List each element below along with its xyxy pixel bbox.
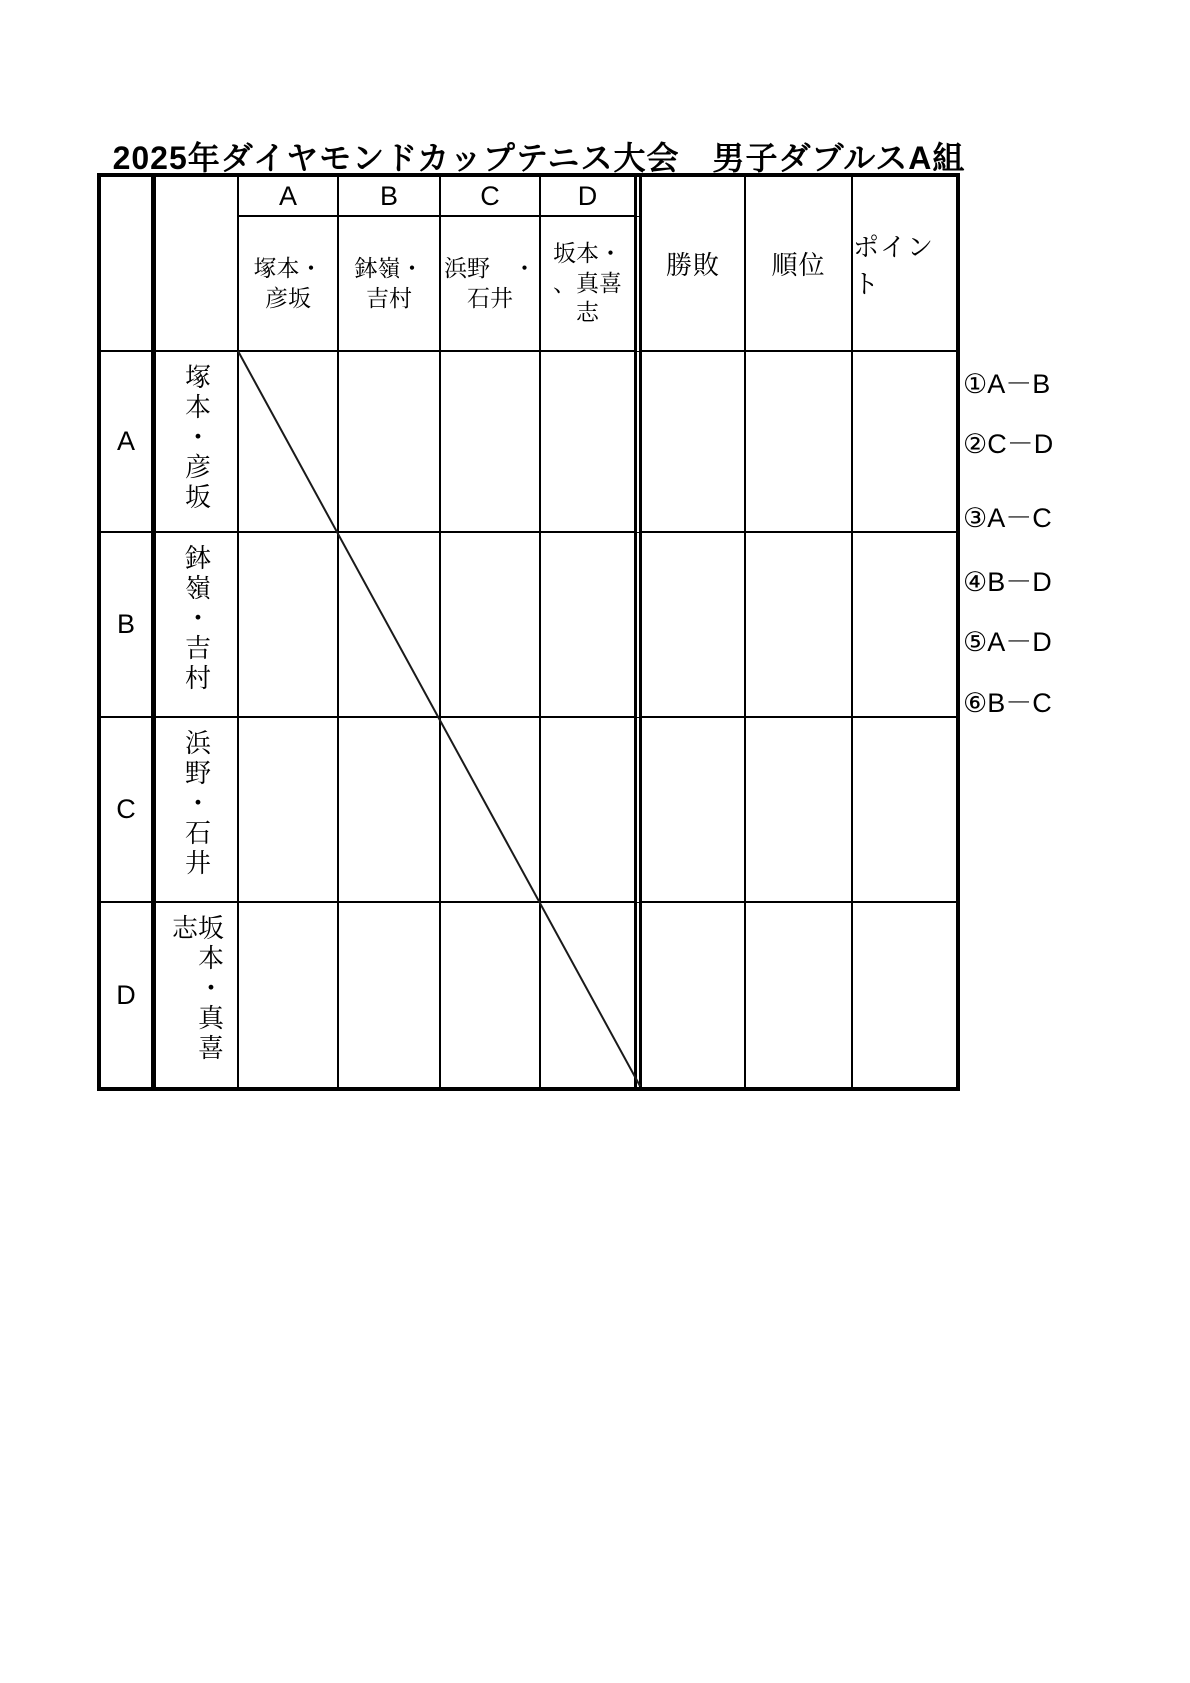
- winloss-cell-c: [642, 718, 746, 903]
- match-order-item-4: ④B－D: [963, 567, 1052, 597]
- match-cell-b-d: [541, 533, 642, 718]
- row-letter-a: A: [101, 352, 156, 533]
- points-cell-a: [853, 352, 956, 533]
- match-cell-d-c: [441, 903, 541, 1087]
- match-order-item-1: ①A－B: [963, 369, 1051, 399]
- match-cell-b-b: [339, 533, 441, 718]
- match-cell-d-d: [541, 903, 642, 1087]
- pair-name-label: 塚本・彦坂: [253, 254, 323, 311]
- match-order-item-3: ③A－C: [963, 503, 1052, 533]
- row-letter-c: C: [101, 718, 156, 903]
- col-header-pair-b: [339, 217, 441, 352]
- col-header-letter-a: A: [239, 177, 339, 217]
- match-cell-c-a: [239, 718, 339, 903]
- rank-cell-a: [746, 352, 853, 533]
- match-order-item-6: ⑥B－C: [963, 688, 1052, 718]
- pair-name-vertical: 鉢嶺・吉村: [181, 544, 212, 694]
- page-title: 2025年ダイヤモンドカップテニス大会 男子ダブルスA組: [112, 140, 966, 176]
- col-header-points: ポイント: [853, 177, 956, 352]
- row-name-c: [156, 718, 239, 903]
- row-name-d: [156, 903, 239, 1087]
- col-header-letter-c: C: [441, 177, 541, 217]
- pair-name-vertical: 浜野・石井: [181, 729, 212, 879]
- winloss-cell-d: [642, 903, 746, 1087]
- corner-name-cell: [156, 177, 239, 352]
- match-cell-c-b: [339, 718, 441, 903]
- row-name-b: [156, 533, 239, 718]
- col-header-letter-d: D: [541, 177, 642, 217]
- match-cell-d-a: [239, 903, 339, 1087]
- col-header-pair-d: [541, 217, 642, 352]
- match-order-item-5: ⑤A－D: [963, 627, 1052, 657]
- rank-cell-d: [746, 903, 853, 1087]
- corner-letter-cell: [101, 177, 156, 352]
- points-cell-d: [853, 903, 956, 1087]
- match-cell-a-c: [441, 352, 541, 533]
- match-cell-d-b: [339, 903, 441, 1087]
- row-name-a: [156, 352, 239, 533]
- rank-cell-c: [746, 718, 853, 903]
- col-header-pair-c: [441, 217, 541, 352]
- col-header-letter-b: B: [339, 177, 441, 217]
- winloss-cell-b: [642, 533, 746, 718]
- winloss-cell-a: [642, 352, 746, 533]
- pair-name-label: 鉢嶺・吉村: [354, 254, 424, 311]
- match-cell-a-b: [339, 352, 441, 533]
- match-order-item-2: ②C－D: [963, 429, 1054, 459]
- pair-name-vertical: 塚本・彦坂: [181, 363, 212, 513]
- round-robin-grid: [101, 177, 956, 1087]
- rank-cell-b: [746, 533, 853, 718]
- col-header-winloss: 勝敗: [642, 177, 746, 352]
- pair-name-label: 浜野 ・石井: [444, 254, 536, 311]
- match-cell-a-a: [239, 352, 339, 533]
- match-cell-b-c: [441, 533, 541, 718]
- points-cell-c: [853, 718, 956, 903]
- match-cell-b-a: [239, 533, 339, 718]
- row-letter-d: D: [101, 903, 156, 1087]
- pair-name-label: 坂本・、真喜志: [553, 239, 622, 326]
- round-robin-table: [97, 173, 960, 1091]
- col-header-rank: 順位: [746, 177, 853, 352]
- pair-name-vertical: 坂本・真喜志: [168, 914, 225, 1064]
- match-cell-a-d: [541, 352, 642, 533]
- points-cell-b: [853, 533, 956, 718]
- row-letter-b: B: [101, 533, 156, 718]
- match-cell-c-d: [541, 718, 642, 903]
- col-header-pair-a: [239, 217, 339, 352]
- match-cell-c-c: [441, 718, 541, 903]
